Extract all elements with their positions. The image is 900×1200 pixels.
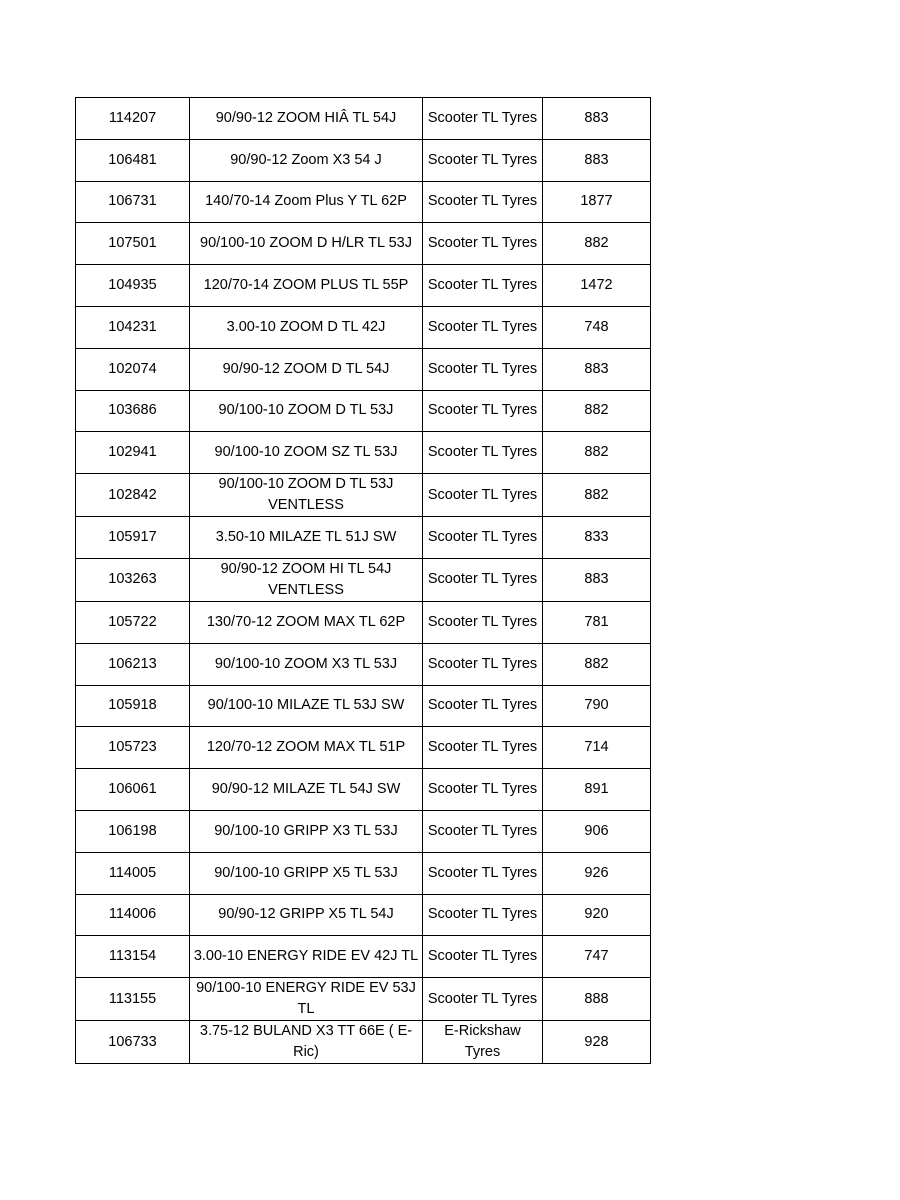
- tyre-description-cell: 90/100-10 ZOOM D TL 53J: [190, 390, 423, 432]
- tyre-description-cell: 90/90-12 ZOOM D TL 54J: [190, 348, 423, 390]
- tyre-description-cell: 3.50-10 MILAZE TL 51J SW: [190, 517, 423, 559]
- product-code-cell: 104935: [76, 265, 190, 307]
- table-row: [76, 643, 651, 685]
- tyre-description-cell: 90/100-10 ZOOM X3 TL 53J: [190, 643, 423, 685]
- category-cell: Scooter TL Tyres: [423, 852, 543, 894]
- table-row: [76, 474, 651, 517]
- table-row: [76, 265, 651, 307]
- tyre-description-cell: 140/70-14 Zoom Plus Y TL 62P: [190, 181, 423, 223]
- price-cell: 790: [543, 685, 651, 727]
- price-cell: 928: [543, 1021, 651, 1064]
- category-cell: Scooter TL Tyres: [423, 978, 543, 1021]
- category-cell: Scooter TL Tyres: [423, 643, 543, 685]
- tyre-description-cell: 90/100-10 MILAZE TL 53J SW: [190, 685, 423, 727]
- category-cell: Scooter TL Tyres: [423, 181, 543, 223]
- product-code-cell: 106061: [76, 769, 190, 811]
- tyre-description-cell: 3.00-10 ENERGY RIDE EV 42J TL: [190, 936, 423, 978]
- category-cell: Scooter TL Tyres: [423, 223, 543, 265]
- product-code-cell: 114006: [76, 894, 190, 936]
- category-cell: Scooter TL Tyres: [423, 727, 543, 769]
- category-cell: Scooter TL Tyres: [423, 517, 543, 559]
- tyre-description-cell: 120/70-12 ZOOM MAX TL 51P: [190, 727, 423, 769]
- table-row: [76, 852, 651, 894]
- category-cell: Scooter TL Tyres: [423, 306, 543, 348]
- product-code-cell: 102074: [76, 348, 190, 390]
- category-cell: E-Rickshaw Tyres: [423, 1021, 543, 1064]
- tyre-description-cell: 3.75-12 BULAND X3 TT 66E ( E-Ric): [190, 1021, 423, 1064]
- table-row: [76, 894, 651, 936]
- price-cell: 882: [543, 643, 651, 685]
- price-cell: 882: [543, 432, 651, 474]
- price-cell: 920: [543, 894, 651, 936]
- category-cell: Scooter TL Tyres: [423, 601, 543, 643]
- category-cell: Scooter TL Tyres: [423, 98, 543, 140]
- product-code-cell: 104231: [76, 306, 190, 348]
- product-code-cell: 107501: [76, 223, 190, 265]
- product-code-cell: 105723: [76, 727, 190, 769]
- tyre-description-cell: 90/100-10 ZOOM D TL 53J VENTLESS: [190, 474, 423, 517]
- product-code-cell: 105917: [76, 517, 190, 559]
- product-code-cell: 114005: [76, 852, 190, 894]
- category-cell: Scooter TL Tyres: [423, 769, 543, 811]
- price-cell: 883: [543, 98, 651, 140]
- tyre-description-cell: 90/100-10 ZOOM D H/LR TL 53J: [190, 223, 423, 265]
- product-code-cell: 105722: [76, 601, 190, 643]
- category-cell: Scooter TL Tyres: [423, 936, 543, 978]
- product-code-cell: 103686: [76, 390, 190, 432]
- table-row: [76, 139, 651, 181]
- price-cell: 926: [543, 852, 651, 894]
- table-row: [76, 517, 651, 559]
- tyre-description-cell: 130/70-12 ZOOM MAX TL 62P: [190, 601, 423, 643]
- price-cell: 833: [543, 517, 651, 559]
- tyre-description-cell: 90/90-12 GRIPP X5 TL 54J: [190, 894, 423, 936]
- product-code-cell: 105918: [76, 685, 190, 727]
- category-cell: Scooter TL Tyres: [423, 894, 543, 936]
- table-row: [76, 181, 651, 223]
- tyre-description-cell: 90/100-10 GRIPP X5 TL 53J: [190, 852, 423, 894]
- category-cell: Scooter TL Tyres: [423, 685, 543, 727]
- price-cell: 882: [543, 223, 651, 265]
- table-row: [76, 558, 651, 601]
- table-row: [76, 769, 651, 811]
- tyre-description-cell: 90/90-12 ZOOM HI TL 54J VENTLESS: [190, 558, 423, 601]
- product-code-cell: 102941: [76, 432, 190, 474]
- tyre-description-cell: 3.00-10 ZOOM D TL 42J: [190, 306, 423, 348]
- product-code-cell: 106198: [76, 810, 190, 852]
- product-code-cell: 106213: [76, 643, 190, 685]
- price-cell: 747: [543, 936, 651, 978]
- table-row: [76, 685, 651, 727]
- category-cell: Scooter TL Tyres: [423, 348, 543, 390]
- tyre-price-table: [75, 97, 651, 1064]
- table-row: [76, 1021, 651, 1064]
- price-cell: 882: [543, 474, 651, 517]
- price-cell: 888: [543, 978, 651, 1021]
- table-row: [76, 98, 651, 140]
- category-cell: Scooter TL Tyres: [423, 432, 543, 474]
- product-code-cell: 114207: [76, 98, 190, 140]
- category-cell: Scooter TL Tyres: [423, 390, 543, 432]
- price-cell: 781: [543, 601, 651, 643]
- category-cell: Scooter TL Tyres: [423, 810, 543, 852]
- tyre-description-cell: 90/100-10 ENERGY RIDE EV 53J TL: [190, 978, 423, 1021]
- price-cell: 1877: [543, 181, 651, 223]
- table-row: [76, 727, 651, 769]
- category-cell: Scooter TL Tyres: [423, 558, 543, 601]
- price-cell: 714: [543, 727, 651, 769]
- price-cell: 906: [543, 810, 651, 852]
- product-code-cell: 106733: [76, 1021, 190, 1064]
- table-row: [76, 601, 651, 643]
- category-cell: Scooter TL Tyres: [423, 139, 543, 181]
- price-cell: 891: [543, 769, 651, 811]
- price-cell: 882: [543, 390, 651, 432]
- price-cell: 883: [543, 558, 651, 601]
- price-cell: 748: [543, 306, 651, 348]
- table-row: [76, 936, 651, 978]
- price-cell: 1472: [543, 265, 651, 307]
- tyre-description-cell: 90/100-10 ZOOM SZ TL 53J: [190, 432, 423, 474]
- product-code-cell: 106481: [76, 139, 190, 181]
- tyre-description-cell: 90/90-12 Zoom X3 54 J: [190, 139, 423, 181]
- product-code-cell: 106731: [76, 181, 190, 223]
- product-code-cell: 113155: [76, 978, 190, 1021]
- table-body: [76, 98, 651, 1064]
- table-row: [76, 978, 651, 1021]
- tyre-description-cell: 120/70-14 ZOOM PLUS TL 55P: [190, 265, 423, 307]
- table-row: [76, 348, 651, 390]
- product-code-cell: 113154: [76, 936, 190, 978]
- tyre-description-cell: 90/100-10 GRIPP X3 TL 53J: [190, 810, 423, 852]
- table-row: [76, 432, 651, 474]
- category-cell: Scooter TL Tyres: [423, 265, 543, 307]
- price-cell: 883: [543, 348, 651, 390]
- tyre-description-cell: 90/90-12 MILAZE TL 54J SW: [190, 769, 423, 811]
- category-cell: Scooter TL Tyres: [423, 474, 543, 517]
- product-code-cell: 102842: [76, 474, 190, 517]
- product-code-cell: 103263: [76, 558, 190, 601]
- table-row: [76, 306, 651, 348]
- tyre-description-cell: 90/90-12 ZOOM HIÂ TL 54J: [190, 98, 423, 140]
- table-row: [76, 390, 651, 432]
- price-cell: 883: [543, 139, 651, 181]
- table-row: [76, 223, 651, 265]
- table-row: [76, 810, 651, 852]
